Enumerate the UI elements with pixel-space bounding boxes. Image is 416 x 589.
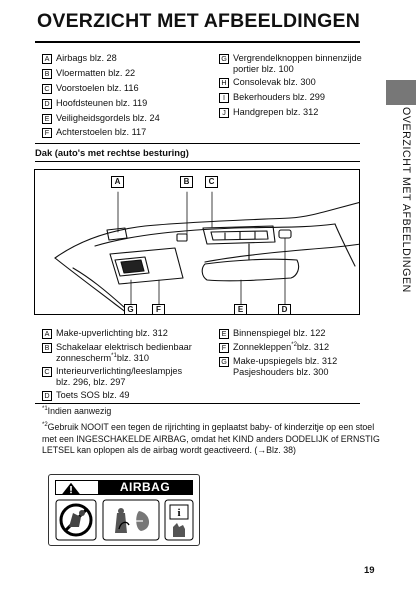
item-text: Make-upverlichting blz. 312 xyxy=(56,328,168,338)
item-text-page: blz. 312 xyxy=(296,342,330,352)
item-letter: A xyxy=(42,329,52,339)
warning-word: AIRBAG xyxy=(98,481,192,494)
footnote-marker: *1 xyxy=(42,406,48,412)
item-letter: B xyxy=(42,343,52,353)
list-item xyxy=(42,366,182,388)
footnote-text: Indien aanwezig xyxy=(47,406,112,416)
item-text-continued: portier blz. 100 xyxy=(233,64,294,74)
item-text: Bekerhouders blz. 299 xyxy=(233,92,325,102)
item-letter: G xyxy=(219,54,229,64)
item-letter: A xyxy=(42,54,52,64)
item-text: Voorstoelen blz. 116 xyxy=(56,83,139,93)
side-tab-label: OVERZICHT MET AFBEELDINGEN xyxy=(400,107,412,293)
list-item xyxy=(219,53,362,75)
callout-e: E xyxy=(234,304,247,315)
callout-g: G xyxy=(124,304,137,315)
item-letter: C xyxy=(42,84,52,94)
sun-visor xyxy=(110,248,183,284)
item-text: Handgrepen blz. 312 xyxy=(233,107,319,117)
rear-view-mirror xyxy=(202,259,298,281)
footnote-text: Gebruik NOOIT een tegen de rijrichting in geplaatst baby- of kinderzitje op een stoel xyxy=(47,422,375,432)
callout-f: F xyxy=(152,304,165,315)
sos-button xyxy=(279,230,291,238)
item-text: Toets SOS blz. 49 xyxy=(56,390,130,400)
item-text-continued: zonnescherm xyxy=(56,353,112,363)
item-text: Make-upspiegels blz. 312 xyxy=(233,356,338,366)
item-letter: E xyxy=(219,329,229,339)
item-letter: I xyxy=(219,93,229,103)
rear-facing-seat-airbag-icon xyxy=(103,500,159,540)
item-text: Interieurverlichting/leeslampjes xyxy=(56,366,183,376)
title-rule xyxy=(35,41,360,43)
list-item xyxy=(219,107,318,118)
callout-c: C xyxy=(205,176,218,188)
item-letter: C xyxy=(42,367,52,377)
item-text: Achterstoelen blz. 117 xyxy=(56,127,147,137)
item-text: Airbags blz. 28 xyxy=(56,53,117,63)
section-divider xyxy=(35,403,360,404)
item-letter: H xyxy=(219,78,229,88)
footnote-marker: *1 xyxy=(111,353,117,359)
section-divider xyxy=(35,143,360,144)
item-letter: J xyxy=(219,108,229,118)
warning-pictograms xyxy=(55,499,195,543)
footnote-2 xyxy=(42,422,380,457)
item-text: Zonnekleppen xyxy=(233,342,292,352)
page-title: OVERZICHT MET AFBEELDINGEN xyxy=(37,10,360,32)
list-item xyxy=(219,356,337,378)
list-item xyxy=(219,342,329,353)
list-item xyxy=(42,68,135,79)
footnote-text: met een INGESCHAKELDE AIRBAG, omdat het KIND anders DODELIJK of ERNSTIG xyxy=(42,433,380,444)
roof-illustration xyxy=(35,170,360,315)
item-letter: F xyxy=(219,343,229,353)
item-text: Consolevak blz. 300 xyxy=(233,77,316,87)
item-text-page: blz. 310 xyxy=(116,353,150,363)
item-letter: G xyxy=(219,357,229,367)
airbag-warning-label xyxy=(48,474,200,546)
list-item xyxy=(42,328,168,339)
item-letter: D xyxy=(42,99,52,109)
no-rear-facing-seat-icon xyxy=(56,500,96,540)
warning-header xyxy=(55,480,193,495)
item-text-continued: Pasjeshouders blz. 300 xyxy=(233,367,329,377)
item-letter: B xyxy=(42,69,52,79)
list-item xyxy=(42,53,117,64)
list-item xyxy=(219,77,316,88)
item-text: Vergrendelknoppen binnenzijde xyxy=(233,53,362,63)
list-item xyxy=(219,92,325,103)
section-heading: Dak (auto's met rechtse besturing) xyxy=(35,147,189,158)
page-number: 19 xyxy=(364,565,375,576)
list-item xyxy=(42,113,160,124)
callout-d: D xyxy=(278,304,291,315)
footnote-text: LETSEL kan oplopen als de airbag wordt geactiveerd. (→Blz. 38) xyxy=(42,445,296,455)
headliner-edge xyxy=(55,202,360,258)
svg-text:i: i xyxy=(177,507,181,519)
list-item xyxy=(42,390,130,401)
list-item xyxy=(42,83,139,94)
section-divider xyxy=(35,161,360,162)
item-text: Veiligheidsgordels blz. 24 xyxy=(56,113,160,123)
roof-diagram xyxy=(34,169,360,315)
list-item xyxy=(219,328,325,339)
side-tab-marker xyxy=(386,80,416,105)
item-text: Schakelaar elektrisch bedienbaar xyxy=(56,342,192,352)
sunroof-switch xyxy=(177,234,187,241)
item-letter: F xyxy=(42,128,52,138)
list-item xyxy=(42,127,146,138)
item-text: Binnenspiegel blz. 122 xyxy=(233,328,326,338)
read-manual-icon xyxy=(165,500,193,540)
item-letter: E xyxy=(42,114,52,124)
footnote-1 xyxy=(42,406,111,418)
item-text-continued: blz. 296, blz. 297 xyxy=(56,377,126,387)
footnote-marker: *2 xyxy=(42,422,48,428)
item-text: Vloermatten blz. 22 xyxy=(56,68,136,78)
item-letter: D xyxy=(42,391,52,401)
footnote-marker: *2 xyxy=(291,342,297,348)
callout-a: A xyxy=(111,176,124,188)
warning-triangle-icon xyxy=(61,482,81,495)
list-item xyxy=(42,342,192,364)
list-item xyxy=(42,98,147,109)
callout-b: B xyxy=(180,176,193,188)
item-text: Hoofdsteunen blz. 119 xyxy=(56,98,148,108)
